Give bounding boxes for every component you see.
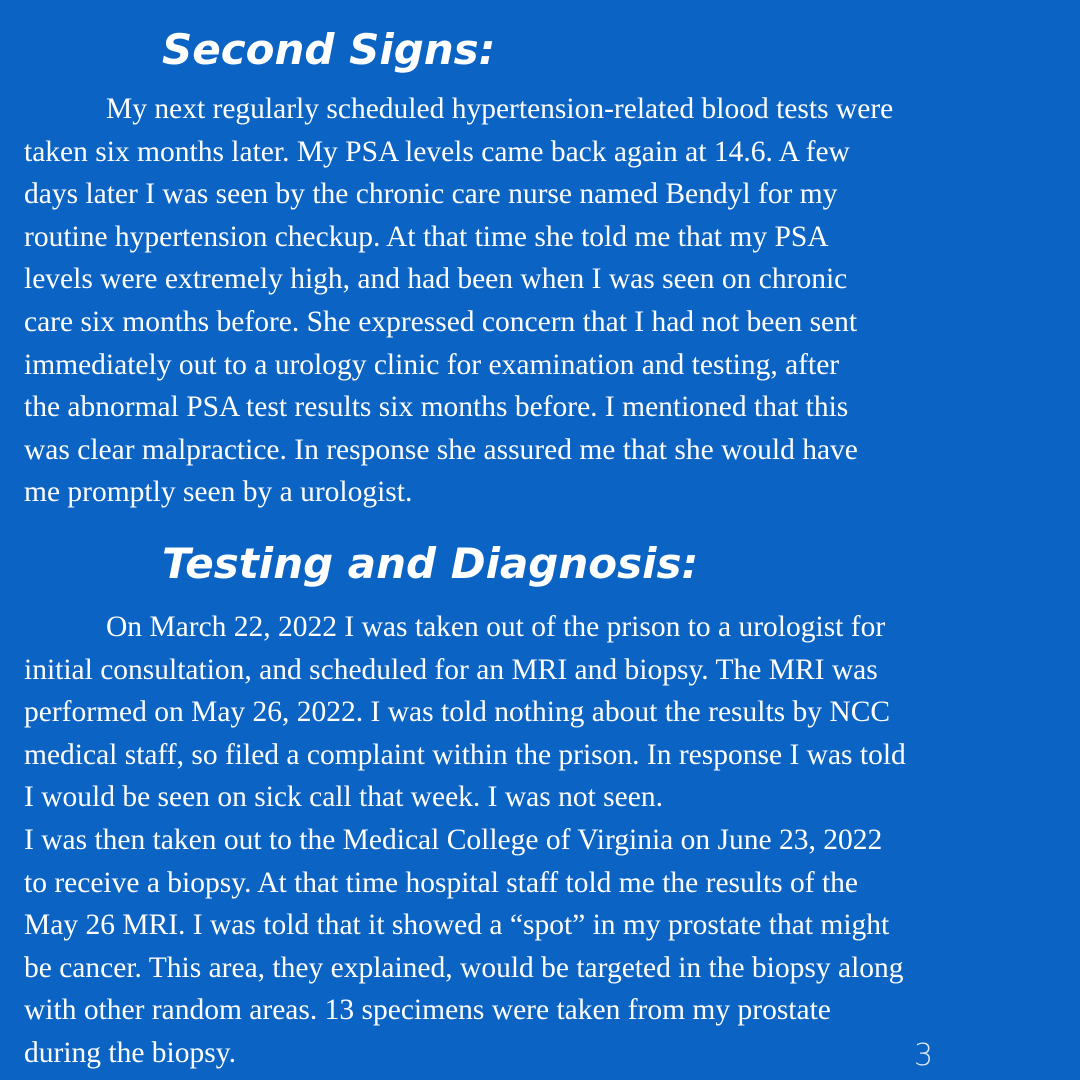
paragraph-line: May 26 MRI. I was told that it showed a “spot” in my prostate that might [24, 909, 890, 942]
paragraph-line: immediately out to a urology clinic for examination and testing, after [24, 348, 840, 381]
page-number: 3 [914, 1038, 934, 1073]
paragraph-line: routine hypertension checkup. At that time she told me that my PSA [24, 220, 829, 253]
section-heading-testing-diagnosis: Testing and Diagnosis: [162, 539, 699, 588]
paragraph-line: My next regularly scheduled hypertension-related blood tests were [106, 93, 894, 125]
paragraph-line: to receive a biopsy. At that time hospital staff told me the results of the [24, 866, 859, 899]
paragraph-line: was clear malpractice. In response she assured me that she would have [24, 433, 858, 466]
paragraph-line: care six months before. She expressed concern that I had not been sent [24, 305, 858, 338]
paragraph-line: initial consultation, and scheduled for an MRI and biopsy. The MRI was [24, 653, 878, 686]
paragraph-line: me promptly seen by a urologist. [24, 476, 413, 509]
section-paragraph-testing-diagnosis [24, 606, 1064, 1075]
paragraph-line: with other random areas. 13 specimens were taken from my prostate [24, 994, 831, 1027]
paragraph-line: On March 22, 2022 I was taken out of the prison to a urologist for [106, 611, 886, 643]
section-paragraph-second-signs [24, 88, 1064, 514]
paragraph-line: days later I was seen by the chronic care nurse named Bendyl for my [24, 178, 838, 211]
paragraph-line: performed on May 26, 2022. I was told nothing about the results by NCC [24, 696, 891, 729]
section-heading-second-signs: Second Signs: [162, 25, 496, 74]
paragraph-line: the abnormal PSA test results six months before. I mentioned that this [24, 391, 849, 424]
paragraph-line: during the biopsy. [24, 1036, 236, 1069]
paragraph-line: be cancer. This area, they explained, would be targeted in the biopsy along [24, 951, 904, 984]
paragraph-line: medical staff, so filed a complaint within the prison. In response I was told [24, 738, 906, 771]
paragraph-line: levels were extremely high, and had been when I was seen on chronic [24, 263, 848, 296]
paragraph-line: I would be seen on sick call that week. I was not seen. [24, 781, 663, 814]
paragraph-line: taken six months later. My PSA levels came back again at 14.6. A few [24, 135, 850, 168]
paragraph-line: I was then taken out to the Medical College of Virginia on June 23, 2022 [24, 823, 883, 856]
